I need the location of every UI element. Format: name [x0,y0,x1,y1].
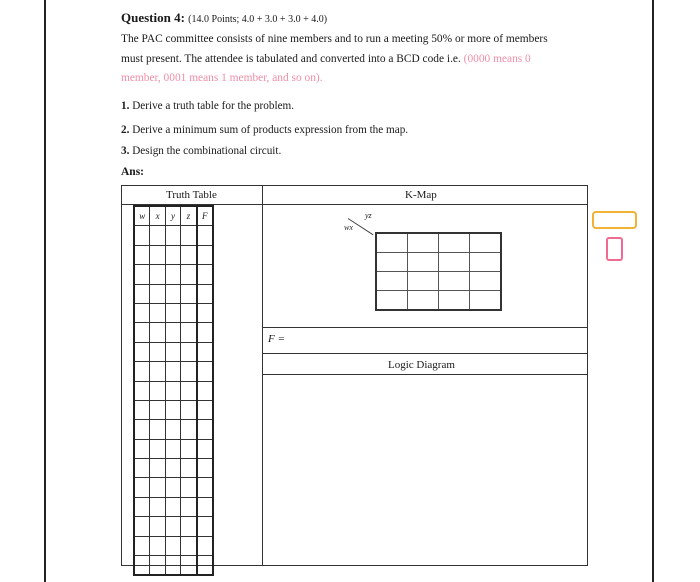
column-header-x: x [150,206,165,226]
truth-table-cell[interactable] [197,265,213,284]
truth-table-cell[interactable] [134,478,150,497]
kmap-row [376,291,501,311]
truth-table-header-row [134,206,213,226]
kmap-grid [375,232,502,311]
kmap-cell[interactable] [376,272,408,291]
kmap-bottom-rule [262,327,588,328]
answer-label: Ans: [121,166,145,178]
truth-table-cell[interactable] [197,362,213,381]
kmap-cell[interactable] [408,272,439,291]
truth-table-cell[interactable] [165,265,180,284]
page-left-border [44,0,46,582]
kmap-title: K-Map [405,189,437,201]
kmap-cell[interactable] [470,253,502,272]
truth-table-cell[interactable] [197,400,213,419]
page-right-border [652,0,654,582]
column-header-f: F [197,206,213,226]
truth-table-cell[interactable] [181,381,197,400]
truth-table-cell[interactable] [150,265,165,284]
kmap-cell[interactable] [470,272,502,291]
truth-table-row [134,226,213,245]
truth-table-cell[interactable] [197,497,213,516]
truth-table-cell[interactable] [197,459,213,478]
truth-table-row [134,517,213,536]
truth-table-cell[interactable] [181,303,197,322]
paragraph-line-2-text: must present. The attendee is tabulated and converted into a BCD code i.e. [121,52,464,65]
truth-table-cell[interactable] [181,556,197,576]
kmap-cell[interactable] [408,233,439,253]
truth-table-cell[interactable] [150,400,165,419]
truth-table-cell[interactable] [150,459,165,478]
truth-table-cell[interactable] [150,323,165,342]
truth-table-cell[interactable] [197,478,213,497]
kmap-cell[interactable] [439,233,470,253]
truth-table-cell[interactable] [134,226,150,245]
truth-table-cell[interactable] [181,245,197,264]
truth-table-cell[interactable] [165,536,180,555]
truth-table-cell[interactable] [181,284,197,303]
truth-table-cell[interactable] [150,478,165,497]
truth-table-row [134,284,213,303]
truth-table-row [134,478,213,497]
truth-table-row [134,420,213,439]
truth-table-cell[interactable] [165,284,180,303]
task-1 [121,100,294,112]
truth-table-cell[interactable] [165,420,180,439]
task-2-text: Derive a minimum sum of products expression from the map. [132,124,409,136]
truth-table-cell[interactable] [134,284,150,303]
truth-table-title: Truth Table [166,189,217,201]
truth-table-cell[interactable] [181,439,197,458]
truth-table-grid [133,205,214,576]
truth-table-row [134,342,213,361]
truth-table-cell[interactable] [134,362,150,381]
f-equation-label: F = [268,333,285,345]
truth-table-cell[interactable] [181,342,197,361]
question-points: (14.0 Points; 4.0 + 3.0 + 3.0 + 4.0) [188,14,328,25]
kmap-cell[interactable] [376,291,408,311]
truth-table-row [134,265,213,284]
truth-table-cell[interactable] [165,226,180,245]
truth-table-cell[interactable] [165,342,180,361]
truth-table-cell[interactable] [197,381,213,400]
truth-table-cell[interactable] [150,245,165,264]
truth-table-cell[interactable] [134,497,150,516]
truth-table-cell[interactable] [181,478,197,497]
truth-table-cell[interactable] [150,536,165,555]
truth-table-cell[interactable] [197,323,213,342]
kmap-cell[interactable] [439,253,470,272]
truth-table-cell[interactable] [134,245,150,264]
truth-table-row [134,381,213,400]
truth-table-cell[interactable] [165,303,180,322]
truth-table-cell[interactable] [134,517,150,536]
truth-table-cell[interactable] [165,400,180,419]
truth-table-cell[interactable] [181,517,197,536]
kmap-cell[interactable] [470,291,502,311]
task-3-text: Design the combinational circuit. [132,145,282,157]
truth-table-cell[interactable] [197,536,213,555]
question-label: Question 4: [121,10,185,25]
truth-table-cell[interactable] [150,362,165,381]
truth-table-cell[interactable] [134,265,150,284]
truth-table-cell[interactable] [150,439,165,458]
paragraph-line-2 [121,50,591,70]
truth-table-cell[interactable] [134,381,150,400]
kmap-cell[interactable] [439,272,470,291]
truth-table-cell[interactable] [197,245,213,264]
truth-table-cell[interactable] [197,342,213,361]
logic-diagram-title: Logic Diagram [388,359,455,371]
truth-table-cell[interactable] [134,323,150,342]
kmap-row [376,253,501,272]
task-1-text: Derive a truth table for the problem. [132,100,295,112]
truth-table-cell[interactable] [181,497,197,516]
truth-table-cell[interactable] [150,556,165,576]
truth-table-cell[interactable] [150,226,165,245]
kmap-col-vars: yz [365,211,372,220]
note-icon[interactable] [606,237,623,261]
truth-table-cell[interactable] [165,381,180,400]
truth-table-cell[interactable] [134,556,150,576]
truth-table-row [134,362,213,381]
task-2 [121,124,408,136]
paragraph-line-2-highlight: (0000 means 0 [463,52,531,65]
column-header-z: z [181,206,197,226]
truth-table-cell[interactable] [181,536,197,555]
truth-table-cell[interactable] [165,323,180,342]
f-equation-bottom-rule [262,353,588,354]
task-1-number: 1. [121,100,130,112]
truth-table-cell[interactable] [150,497,165,516]
truth-table-cell[interactable] [165,497,180,516]
truth-table-cell[interactable] [181,265,197,284]
truth-table-cell[interactable] [150,284,165,303]
truth-table-cell[interactable] [134,400,150,419]
truth-table-cell[interactable] [165,439,180,458]
truth-table-cell[interactable] [134,303,150,322]
truth-table-cell[interactable] [181,459,197,478]
kmap-row [376,272,501,291]
truth-table-cell[interactable] [181,226,197,245]
truth-table-cell[interactable] [150,420,165,439]
truth-table-cell[interactable] [197,284,213,303]
truth-table-cell[interactable] [165,362,180,381]
truth-table-cell[interactable] [165,478,180,497]
question-title [121,10,327,26]
truth-table-row [134,556,213,576]
truth-table-cell[interactable] [181,400,197,419]
truth-table-cell[interactable] [181,420,197,439]
kmap-row [376,233,501,253]
truth-table-row [134,400,213,419]
kmap-title-rule [262,204,588,205]
truth-table-cell[interactable] [165,517,180,536]
truth-table-cell[interactable] [197,420,213,439]
truth-table-cell[interactable] [165,556,180,576]
truth-table-cell[interactable] [150,517,165,536]
truth-table-cell[interactable] [197,439,213,458]
truth-table-row [134,323,213,342]
truth-table-cell[interactable] [150,381,165,400]
truth-table-row [134,245,213,264]
truth-table-row [134,439,213,458]
kmap-cell[interactable] [470,233,502,253]
truth-table-row [134,536,213,555]
task-3-number: 3. [121,145,130,157]
truth-table-cell[interactable] [197,556,213,576]
answer-box-divider [262,185,263,566]
kmap-row-vars: wx [344,223,353,232]
truth-table-row [134,459,213,478]
truth-table-cell[interactable] [181,323,197,342]
kmap-cell[interactable] [408,253,439,272]
truth-table-cell[interactable] [134,459,150,478]
truth-table-cell[interactable] [134,439,150,458]
kmap-cell[interactable] [376,253,408,272]
column-header-w: w [134,206,150,226]
truth-table-cell[interactable] [197,517,213,536]
task-3 [121,145,281,157]
truth-table-cell[interactable] [150,303,165,322]
kmap-cell[interactable] [376,233,408,253]
truth-table-cell[interactable] [134,536,150,555]
kmap-cell[interactable] [408,291,439,311]
kmap-cell[interactable] [439,291,470,311]
comment-box-icon[interactable] [592,211,637,229]
paragraph-line-1: The PAC committee consists of nine members and to run a meeting 50% or more of members [121,33,548,45]
logic-diagram-title-rule [262,374,588,375]
truth-table-cell[interactable] [181,362,197,381]
truth-table-cell[interactable] [197,303,213,322]
paragraph-line-3: member, 0001 means 1 member, and so on). [121,72,323,84]
task-2-number: 2. [121,124,130,136]
truth-table-cell[interactable] [134,342,150,361]
question-paragraph [121,30,591,89]
truth-table-cell[interactable] [165,459,180,478]
truth-table-row [134,303,213,322]
column-header-y: y [165,206,180,226]
truth-table-cell[interactable] [150,342,165,361]
truth-table-row [134,497,213,516]
truth-table-cell[interactable] [197,226,213,245]
truth-table-cell[interactable] [134,420,150,439]
truth-table-cell[interactable] [165,245,180,264]
